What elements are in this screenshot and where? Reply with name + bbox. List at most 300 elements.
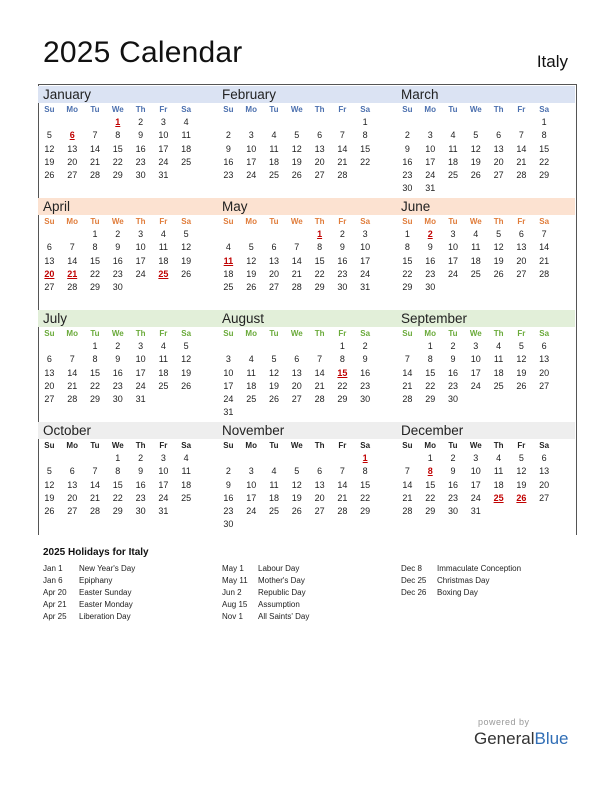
day-cell: 20 (493, 156, 504, 167)
day-cell: 13 (314, 479, 325, 490)
week-row (217, 143, 396, 156)
day-cell: 25 (493, 380, 504, 391)
week-row (396, 156, 575, 169)
day-cell: 7 (69, 354, 75, 365)
holiday-name: Immaculate Conception (437, 564, 522, 573)
weekday-label: Th (314, 441, 325, 450)
day-cell: 8 (92, 242, 98, 253)
weekday-label: Th (493, 441, 504, 450)
day-cell: 3 (138, 229, 144, 239)
weekday-label: Fr (159, 217, 168, 226)
day-cell: 30 (223, 519, 234, 530)
month-name: July (38, 310, 217, 327)
weekday-label: Sa (539, 217, 550, 226)
day-cell: 16 (223, 492, 234, 503)
month-name: April (38, 198, 217, 215)
day-cell: 8 (404, 242, 410, 253)
empty-cell (331, 406, 354, 419)
empty-cell (308, 406, 331, 419)
day-cell: 6 (317, 466, 323, 477)
day-cell: 1 (427, 341, 433, 351)
week-row (217, 340, 396, 353)
holiday-name: Easter Sunday (79, 588, 132, 597)
empty-cell (175, 393, 198, 406)
week-row (396, 228, 575, 241)
day-cell: 26 (493, 268, 504, 279)
day-cell: 30 (447, 394, 458, 405)
day-cell: 12 (268, 367, 279, 378)
day-cell: 10 (447, 242, 458, 253)
holiday-date: May 11 (222, 576, 248, 585)
day-cell: 17 (246, 156, 257, 167)
weekday-label: Th (314, 329, 325, 338)
quarter-row (38, 198, 575, 310)
day-cell: 24 (470, 492, 481, 503)
day-cell: 4 (473, 229, 479, 239)
day-cell: 17 (158, 479, 169, 490)
day-cell: 14 (89, 479, 100, 490)
day-cell: 13 (516, 242, 527, 253)
empty-cell (285, 518, 308, 531)
day-cell: 14 (67, 255, 78, 266)
day-cell: 22 (112, 156, 123, 167)
week-row (38, 169, 217, 182)
day-cell: 25 (181, 492, 192, 503)
day-cell: 24 (447, 268, 458, 279)
empty-cell (263, 228, 286, 241)
weekday-label: Tu (269, 105, 279, 114)
day-cell: 9 (339, 242, 345, 253)
day-cell: 3 (225, 354, 231, 365)
empty-cell (464, 182, 487, 195)
holiday-date: Aug 15 (222, 600, 248, 609)
day-cell: 14 (314, 367, 325, 378)
holiday-date: Dec 25 (401, 576, 427, 585)
holiday-name: Republic Day (258, 588, 306, 597)
holiday-date: Apr 21 (43, 600, 67, 609)
day-cell: 19 (268, 380, 279, 391)
empty-cell (510, 505, 533, 518)
empty-cell (331, 518, 354, 531)
day-cell: 27 (516, 268, 527, 279)
weekday-label: Tu (90, 217, 100, 226)
empty-cell (285, 340, 308, 353)
day-cell: 22 (360, 492, 371, 503)
day-cell: 8 (541, 130, 547, 141)
day-cell: 30 (112, 394, 123, 405)
day-cell: 28 (516, 170, 527, 181)
day-cell: 11 (158, 354, 169, 365)
day-cell: 29 (112, 170, 123, 181)
day-cell: 18 (493, 479, 504, 490)
empty-cell (354, 169, 377, 182)
day-cell: 27 (291, 394, 302, 405)
day-cell: 21 (337, 156, 348, 167)
day-cell: 23 (360, 380, 371, 391)
weekday-label: Su (44, 329, 55, 338)
month-december (396, 422, 575, 534)
holiday-name: Easter Monday (79, 600, 133, 609)
empty-cell (240, 228, 263, 241)
week-row (38, 479, 217, 492)
day-cell: 25 (158, 268, 169, 279)
month-october (38, 422, 217, 534)
month-november (217, 422, 396, 534)
day-cell: 17 (360, 255, 371, 266)
week-row (38, 452, 217, 465)
holiday-column-1 (43, 563, 135, 623)
day-cell: 11 (493, 466, 504, 477)
day-cell: 31 (158, 506, 169, 517)
weekday-header (217, 327, 396, 340)
day-cell: 1 (362, 117, 368, 127)
week-row (396, 367, 575, 380)
weekday-label: Th (135, 105, 146, 114)
empty-cell (263, 452, 286, 465)
day-cell: 7 (339, 130, 345, 141)
day-cell: 11 (471, 242, 481, 253)
day-cell: 20 (44, 380, 55, 391)
day-cell: 21 (539, 255, 550, 266)
week-row (217, 116, 396, 129)
day-cell: 3 (473, 453, 479, 463)
empty-cell (308, 116, 331, 129)
day-cell: 27 (314, 506, 325, 517)
day-cell: 10 (158, 466, 169, 477)
day-cell: 12 (44, 143, 55, 154)
week-row (38, 393, 217, 406)
day-cell: 16 (112, 255, 123, 266)
weekday-label: We (469, 441, 482, 450)
day-cell: 30 (402, 183, 413, 194)
empty-cell (152, 281, 175, 294)
day-cell: 12 (516, 466, 527, 477)
empty-cell (533, 281, 556, 294)
day-cell: 6 (294, 354, 300, 365)
day-cell: 9 (138, 130, 144, 141)
day-cell: 18 (158, 255, 169, 266)
weekday-label: Tu (269, 217, 279, 226)
empty-cell (217, 452, 240, 465)
weekday-label: Th (314, 217, 325, 226)
empty-cell (84, 452, 107, 465)
holiday-item (43, 563, 135, 575)
day-cell: 22 (112, 492, 123, 503)
day-cell: 29 (402, 282, 413, 293)
weekday-label: Sa (539, 105, 550, 114)
empty-cell (510, 116, 533, 129)
day-cell: 28 (291, 282, 302, 293)
day-cell: 3 (427, 130, 433, 141)
day-cell: 7 (69, 242, 75, 253)
weekday-label: Th (135, 329, 146, 338)
weekday-label: Sa (360, 329, 371, 338)
day-cell: 13 (493, 143, 504, 154)
day-cell: 14 (67, 367, 78, 378)
week-row (217, 518, 396, 531)
day-cell: 1 (339, 341, 345, 351)
day-cell: 22 (402, 268, 413, 279)
day-cell: 26 (516, 492, 527, 503)
day-cell: 27 (314, 170, 325, 181)
empty-cell (533, 182, 556, 195)
day-cell: 11 (223, 255, 234, 266)
day-cell: 30 (112, 282, 123, 293)
week-row (217, 393, 396, 406)
weekday-label: We (290, 441, 303, 450)
weekday-label: Tu (90, 105, 100, 114)
day-cell: 24 (158, 492, 169, 503)
day-cell: 12 (291, 143, 302, 154)
day-cell: 16 (135, 143, 146, 154)
day-cell: 18 (246, 380, 257, 391)
day-cell: 23 (337, 268, 348, 279)
holiday-name: Liberation Day (79, 612, 131, 621)
day-cell: 30 (135, 506, 146, 517)
day-cell: 5 (183, 341, 189, 351)
day-cell: 4 (160, 341, 166, 351)
empty-cell (487, 505, 510, 518)
day-cell: 2 (225, 466, 231, 477)
day-cell: 9 (427, 242, 433, 253)
day-cell: 25 (268, 170, 279, 181)
day-cell: 29 (112, 506, 123, 517)
day-cell: 6 (518, 229, 524, 239)
holiday-date: May 1 (222, 564, 244, 573)
day-cell: 7 (541, 229, 547, 239)
empty-cell (240, 452, 263, 465)
weekday-header (38, 439, 217, 452)
day-cell: 26 (44, 170, 55, 181)
day-cell: 20 (268, 268, 279, 279)
day-cell: 21 (89, 156, 100, 167)
day-cell: 28 (539, 268, 550, 279)
empty-cell (396, 116, 419, 129)
empty-cell (510, 182, 533, 195)
day-cell: 19 (44, 492, 55, 503)
month-june (396, 198, 575, 310)
day-cell: 21 (516, 156, 527, 167)
weekday-label: Th (135, 441, 146, 450)
day-cell: 31 (223, 407, 234, 418)
day-cell: 13 (291, 367, 302, 378)
weekday-header (396, 439, 575, 452)
weekday-label: Fr (338, 329, 347, 338)
day-cell: 25 (470, 268, 481, 279)
day-cell: 5 (271, 354, 277, 365)
day-cell: 4 (248, 354, 254, 365)
day-cell: 23 (402, 170, 413, 181)
empty-cell (442, 281, 465, 294)
day-cell: 15 (402, 255, 413, 266)
week-row (38, 255, 217, 268)
weekday-label: We (111, 217, 124, 226)
weekday-label: We (290, 105, 303, 114)
day-cell: 23 (447, 380, 458, 391)
week-row (38, 492, 217, 505)
day-cell: 9 (362, 354, 368, 365)
day-cell: 21 (337, 492, 348, 503)
day-cell: 19 (181, 367, 192, 378)
day-cell: 25 (268, 506, 279, 517)
day-cell: 15 (89, 367, 100, 378)
weekday-label: Th (135, 217, 146, 226)
day-cell: 10 (425, 143, 436, 154)
day-cell: 9 (225, 143, 231, 154)
holiday-item (43, 587, 135, 599)
day-cell: 30 (135, 170, 146, 181)
day-cell: 5 (183, 229, 189, 239)
day-cell: 18 (470, 255, 481, 266)
empty-cell (240, 340, 263, 353)
day-cell: 13 (44, 255, 55, 266)
day-cell: 7 (518, 130, 524, 141)
day-cell: 22 (89, 268, 100, 279)
weekday-label: Sa (539, 441, 550, 450)
empty-cell (487, 393, 510, 406)
day-cell: 1 (362, 453, 368, 463)
day-cell: 19 (246, 268, 257, 279)
weekday-label: Su (44, 105, 55, 114)
empty-cell (510, 393, 533, 406)
day-cell: 14 (337, 143, 348, 154)
day-cell: 27 (493, 170, 504, 181)
empty-cell (61, 452, 84, 465)
day-cell: 5 (496, 229, 502, 239)
weekday-label: Su (223, 441, 234, 450)
weekday-label: Sa (181, 329, 192, 338)
day-cell: 24 (246, 506, 257, 517)
day-cell: 7 (317, 354, 323, 365)
day-cell: 1 (115, 117, 121, 127)
holiday-item (222, 599, 309, 611)
day-cell: 8 (115, 466, 121, 477)
week-row (396, 268, 575, 281)
day-cell: 18 (493, 367, 504, 378)
page-title: 2025 Calendar (43, 36, 243, 69)
week-row (38, 268, 217, 281)
country-label: Italy (536, 52, 568, 71)
empty-cell (464, 393, 487, 406)
weekday-header (396, 215, 575, 228)
day-cell: 2 (404, 130, 410, 141)
day-cell: 11 (181, 466, 191, 477)
day-cell: 6 (69, 466, 75, 477)
weekday-label: Fr (338, 105, 347, 114)
weekday-label: Tu (448, 329, 458, 338)
week-row (38, 505, 217, 518)
day-cell: 31 (470, 506, 481, 517)
weekday-label: We (290, 329, 303, 338)
day-cell: 6 (46, 354, 52, 365)
day-cell: 10 (246, 143, 257, 154)
day-cell: 2 (427, 229, 433, 239)
holiday-name: Mother's Day (258, 576, 305, 585)
week-row (396, 353, 575, 366)
calendar-grid (38, 86, 575, 534)
empty-cell (308, 518, 331, 531)
day-cell: 17 (447, 255, 458, 266)
brand-part-1: General (474, 729, 535, 748)
day-cell: 26 (470, 170, 481, 181)
weekday-label: Su (223, 217, 234, 226)
empty-cell (487, 116, 510, 129)
holiday-name: Christmas Day (437, 576, 490, 585)
empty-cell (240, 116, 263, 129)
day-cell: 21 (402, 492, 413, 503)
day-cell: 2 (115, 229, 121, 239)
week-row (217, 479, 396, 492)
weekday-label: Fr (517, 105, 526, 114)
day-cell: 8 (317, 242, 323, 253)
day-cell: 11 (269, 143, 279, 154)
day-cell: 5 (473, 130, 479, 141)
week-row (38, 116, 217, 129)
week-row (396, 380, 575, 393)
day-cell: 14 (539, 242, 550, 253)
day-cell: 11 (181, 130, 191, 141)
weekday-label: Fr (517, 329, 526, 338)
day-cell: 11 (448, 143, 458, 154)
weekday-label: Tu (269, 441, 279, 450)
weekday-label: We (111, 441, 124, 450)
quarter-row (38, 86, 575, 198)
week-row (217, 169, 396, 182)
day-cell: 8 (362, 130, 368, 141)
week-row (38, 281, 217, 294)
day-cell: 20 (44, 268, 55, 279)
brand-part-2: Blue (534, 729, 569, 748)
day-cell: 6 (541, 341, 547, 351)
month-april (38, 198, 217, 310)
day-cell: 13 (539, 466, 550, 477)
month-may (217, 198, 396, 310)
empty-cell (175, 169, 198, 182)
day-cell: 13 (539, 354, 550, 365)
day-cell: 2 (138, 117, 144, 127)
weekday-header (38, 103, 217, 116)
day-cell: 6 (69, 130, 75, 141)
day-cell: 22 (89, 380, 100, 391)
day-cell: 28 (314, 394, 325, 405)
day-cell: 8 (427, 354, 433, 365)
week-row (38, 241, 217, 254)
weekday-label: Fr (338, 217, 347, 226)
day-cell: 7 (92, 130, 98, 141)
day-cell: 10 (470, 466, 481, 477)
holiday-date: Apr 25 (43, 612, 67, 621)
empty-cell (487, 281, 510, 294)
day-cell: 29 (539, 170, 550, 181)
weekday-label: Th (493, 105, 504, 114)
day-cell: 20 (67, 492, 78, 503)
weekday-label: Mo (424, 329, 436, 338)
day-cell: 17 (223, 380, 234, 391)
week-row (217, 255, 396, 268)
empty-cell (285, 228, 308, 241)
day-cell: 15 (112, 143, 123, 154)
day-cell: 19 (470, 156, 481, 167)
day-cell: 26 (291, 506, 302, 517)
week-row (38, 465, 217, 478)
generalblue-logo[interactable] (474, 729, 569, 749)
day-cell: 8 (115, 130, 121, 141)
day-cell: 9 (115, 354, 121, 365)
day-cell: 10 (246, 479, 257, 490)
weekday-header (38, 327, 217, 340)
weekday-label: Sa (360, 105, 371, 114)
empty-cell (354, 406, 377, 419)
